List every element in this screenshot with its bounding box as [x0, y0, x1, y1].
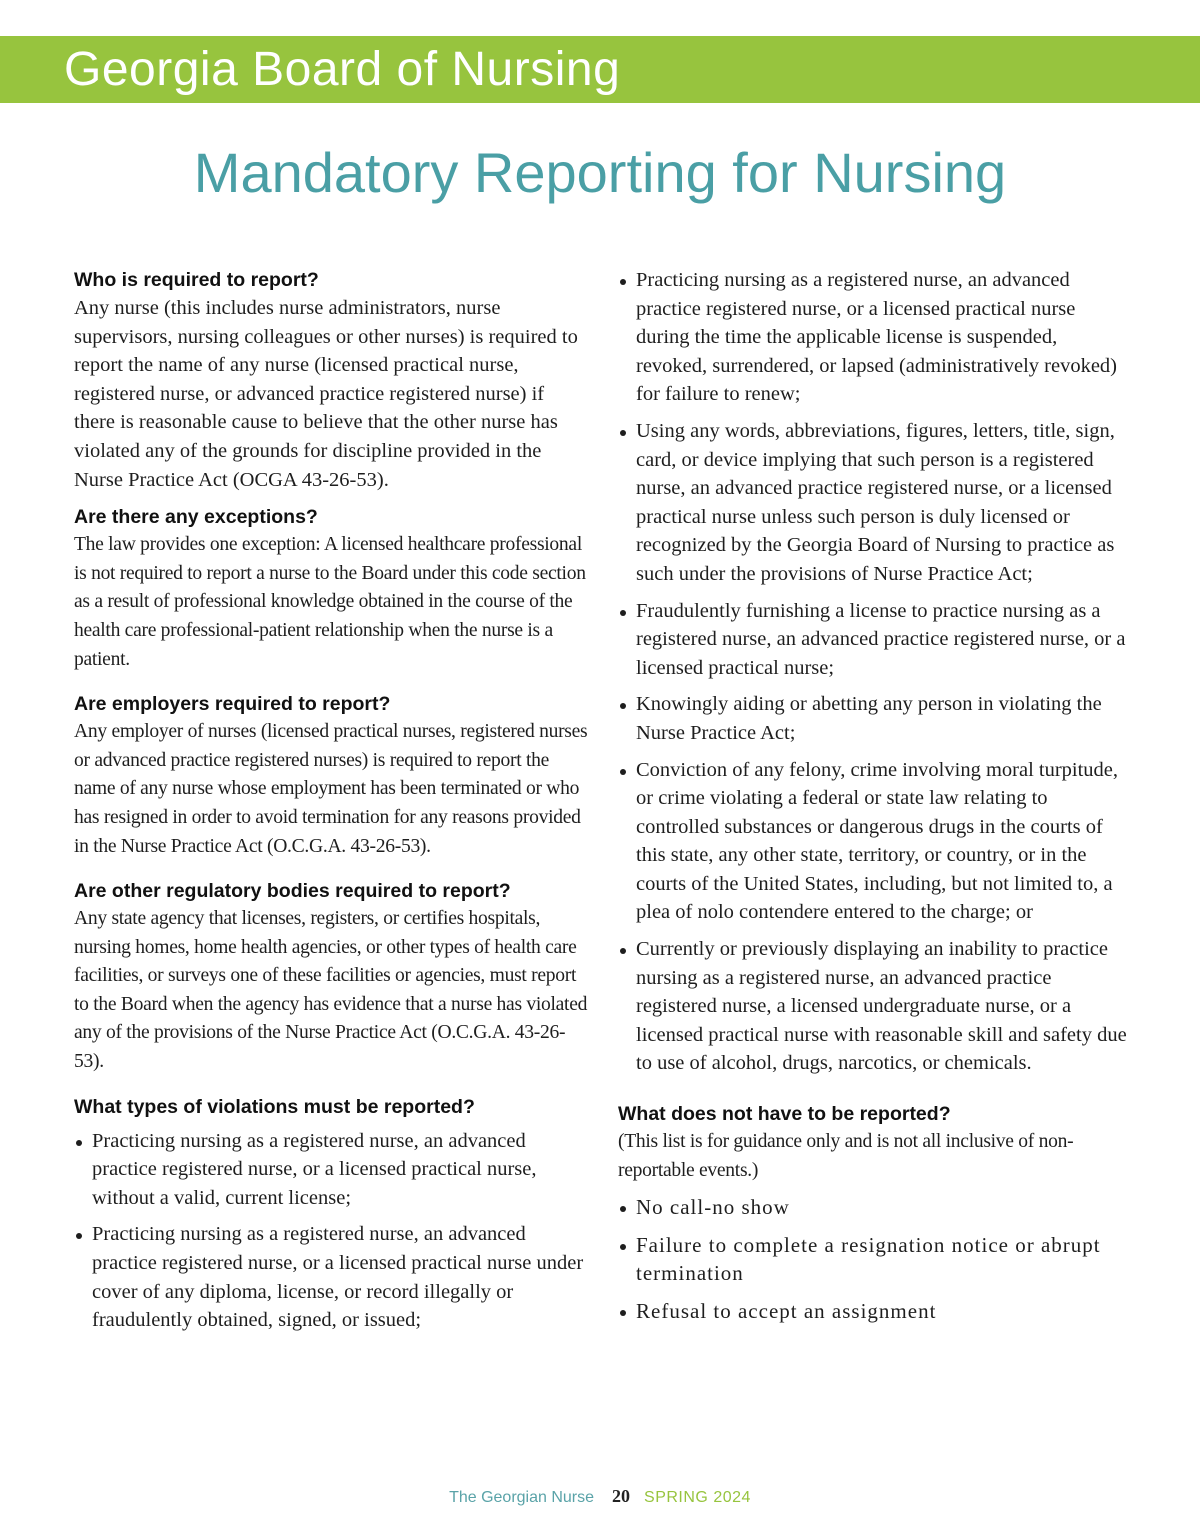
violations-list	[74, 1127, 588, 1335]
section-regulatory-bodies	[74, 877, 588, 1077]
section-body: Any state agency that licenses, registers, or certifies hospitals, nursing homes, home health agencies, or other types of health care facilities, or surveys one of these facilities or agencies, must report to the Board when the agency has evidence that a nurse has violated any of the provisions of the Nurse Practice Act (O.C.G.A. 43-26-53).	[74, 908, 588, 1073]
section-heading: Are employers required to report?	[74, 693, 391, 716]
section-heading: Are other regulatory bodies required to report?	[74, 880, 511, 903]
list-item: Failure to complete a resignation notice or abrupt termination	[618, 1231, 1130, 1288]
page-footer	[0, 1486, 1200, 1507]
violations-list-continued	[618, 266, 1130, 1078]
list-item: Currently or previously displaying an inability to practice nursing as a registered nurse, an advanced practice registered nurse, a licensed undergraduate nurse, or a licensed practical nurse with reasonable skill and safety due to use of alcohol, drugs, narcotics, or chemicals.	[618, 935, 1130, 1078]
list-item: Practicing nursing as a registered nurse, an advanced practice registered nurse, or a licensed practical nurse during the time the applicable license is suspended, revoked, surrendered, or lapsed (administratively revoked) for failure to renew;	[618, 266, 1130, 409]
section-employers	[74, 690, 588, 861]
list-item: Refusal to accept an assignment	[618, 1297, 1130, 1326]
list-item: Knowingly aiding or abetting any person in violating the Nurse Practice Act;	[618, 690, 1130, 747]
not-reported-list	[618, 1193, 1130, 1325]
section-not-reported	[618, 1100, 1130, 1326]
right-column	[618, 266, 1130, 1335]
list-item: Conviction of any felony, crime involving moral turpitude, or crime violating a federal or state law relating to controlled substances or dangerous drugs in the courts of this state, any other state, territory, or country, or in the courts of the United States, including, but not limited to, a plea of nolo contendere entered to the charge; or	[618, 756, 1130, 928]
header-banner	[0, 36, 1200, 103]
section-heading: What types of violations must be reported?	[74, 1095, 475, 1118]
list-item: No call-no show	[618, 1193, 1130, 1222]
section-exceptions	[74, 503, 588, 674]
section-violations	[74, 1093, 588, 1335]
section-heading: What does not have to be reported?	[618, 1103, 951, 1126]
footer-page-number: 20	[612, 1486, 631, 1506]
left-column	[74, 266, 588, 1344]
list-item: Practicing nursing as a registered nurse, an advanced practice registered nurse, or a licensed practical nurse, without a valid, current license;	[74, 1127, 588, 1213]
section-body: Any nurse (this includes nurse administrators, nurse supervisors, nursing colleagues or other nurses) is required to report the name of any nurse (licensed practical nurse, registered nurse, or advanced practice registered nurse) if there is reasonable cause to believe that the other nurse has violated any of the grounds for discipline provided in the Nurse Practice Act (OCGA 43-26-53).	[74, 297, 578, 491]
section-heading: Who is required to report?	[74, 269, 319, 291]
page-title: Mandatory Reporting for Nursing	[193, 141, 1007, 204]
section-heading: Are there any exceptions?	[74, 506, 318, 529]
footer-publication: The Georgian Nurse	[449, 1489, 595, 1506]
list-item: Using any words, abbreviations, figures, letters, title, sign, card, or device implying that such person is a registered nurse, an advanced practice registered nurse, or a licensed practical nurse unless such person is duly licensed or recognized by the Georgia Board of Nursing to practice as such under the provisions of Nurse Practice Act;	[618, 417, 1130, 589]
footer-issue: SPRING 2024	[644, 1489, 751, 1506]
list-item: Practicing nursing as a registered nurse, an advanced practice registered nurse, or a licensed practical nurse under cover of any diploma, license, or record illegally or fraudulently obtained, signed, or issued;	[74, 1220, 588, 1334]
section-who-reports	[74, 266, 588, 494]
section-body: Any employer of nurses (licensed practical nurses, registered nurses or advanced practice registered nurses) is required to report the name of any nurse whose employment has been terminated or who has resigned in order to avoid termination for any reasons provided in the Nurse Practice Act (O.C.G.A. 43-26-53).	[74, 721, 588, 857]
list-item: Fraudulently furnishing a license to practice nursing as a registered nurse, an advanced practice registered nurse, or a licensed practical nurse;	[618, 597, 1130, 683]
banner-title: Georgia Board of Nursing	[64, 43, 621, 96]
section-note: (This list is for guidance only and is not all inclusive of non-reportable events.)	[618, 1131, 1074, 1181]
section-body: The law provides one exception: A licensed healthcare professional is not required to report a nurse to the Board under this code section as a result of professional knowledge obtained in the course of the health care professional-patient relationship when the nurse is a patient.	[74, 534, 586, 670]
